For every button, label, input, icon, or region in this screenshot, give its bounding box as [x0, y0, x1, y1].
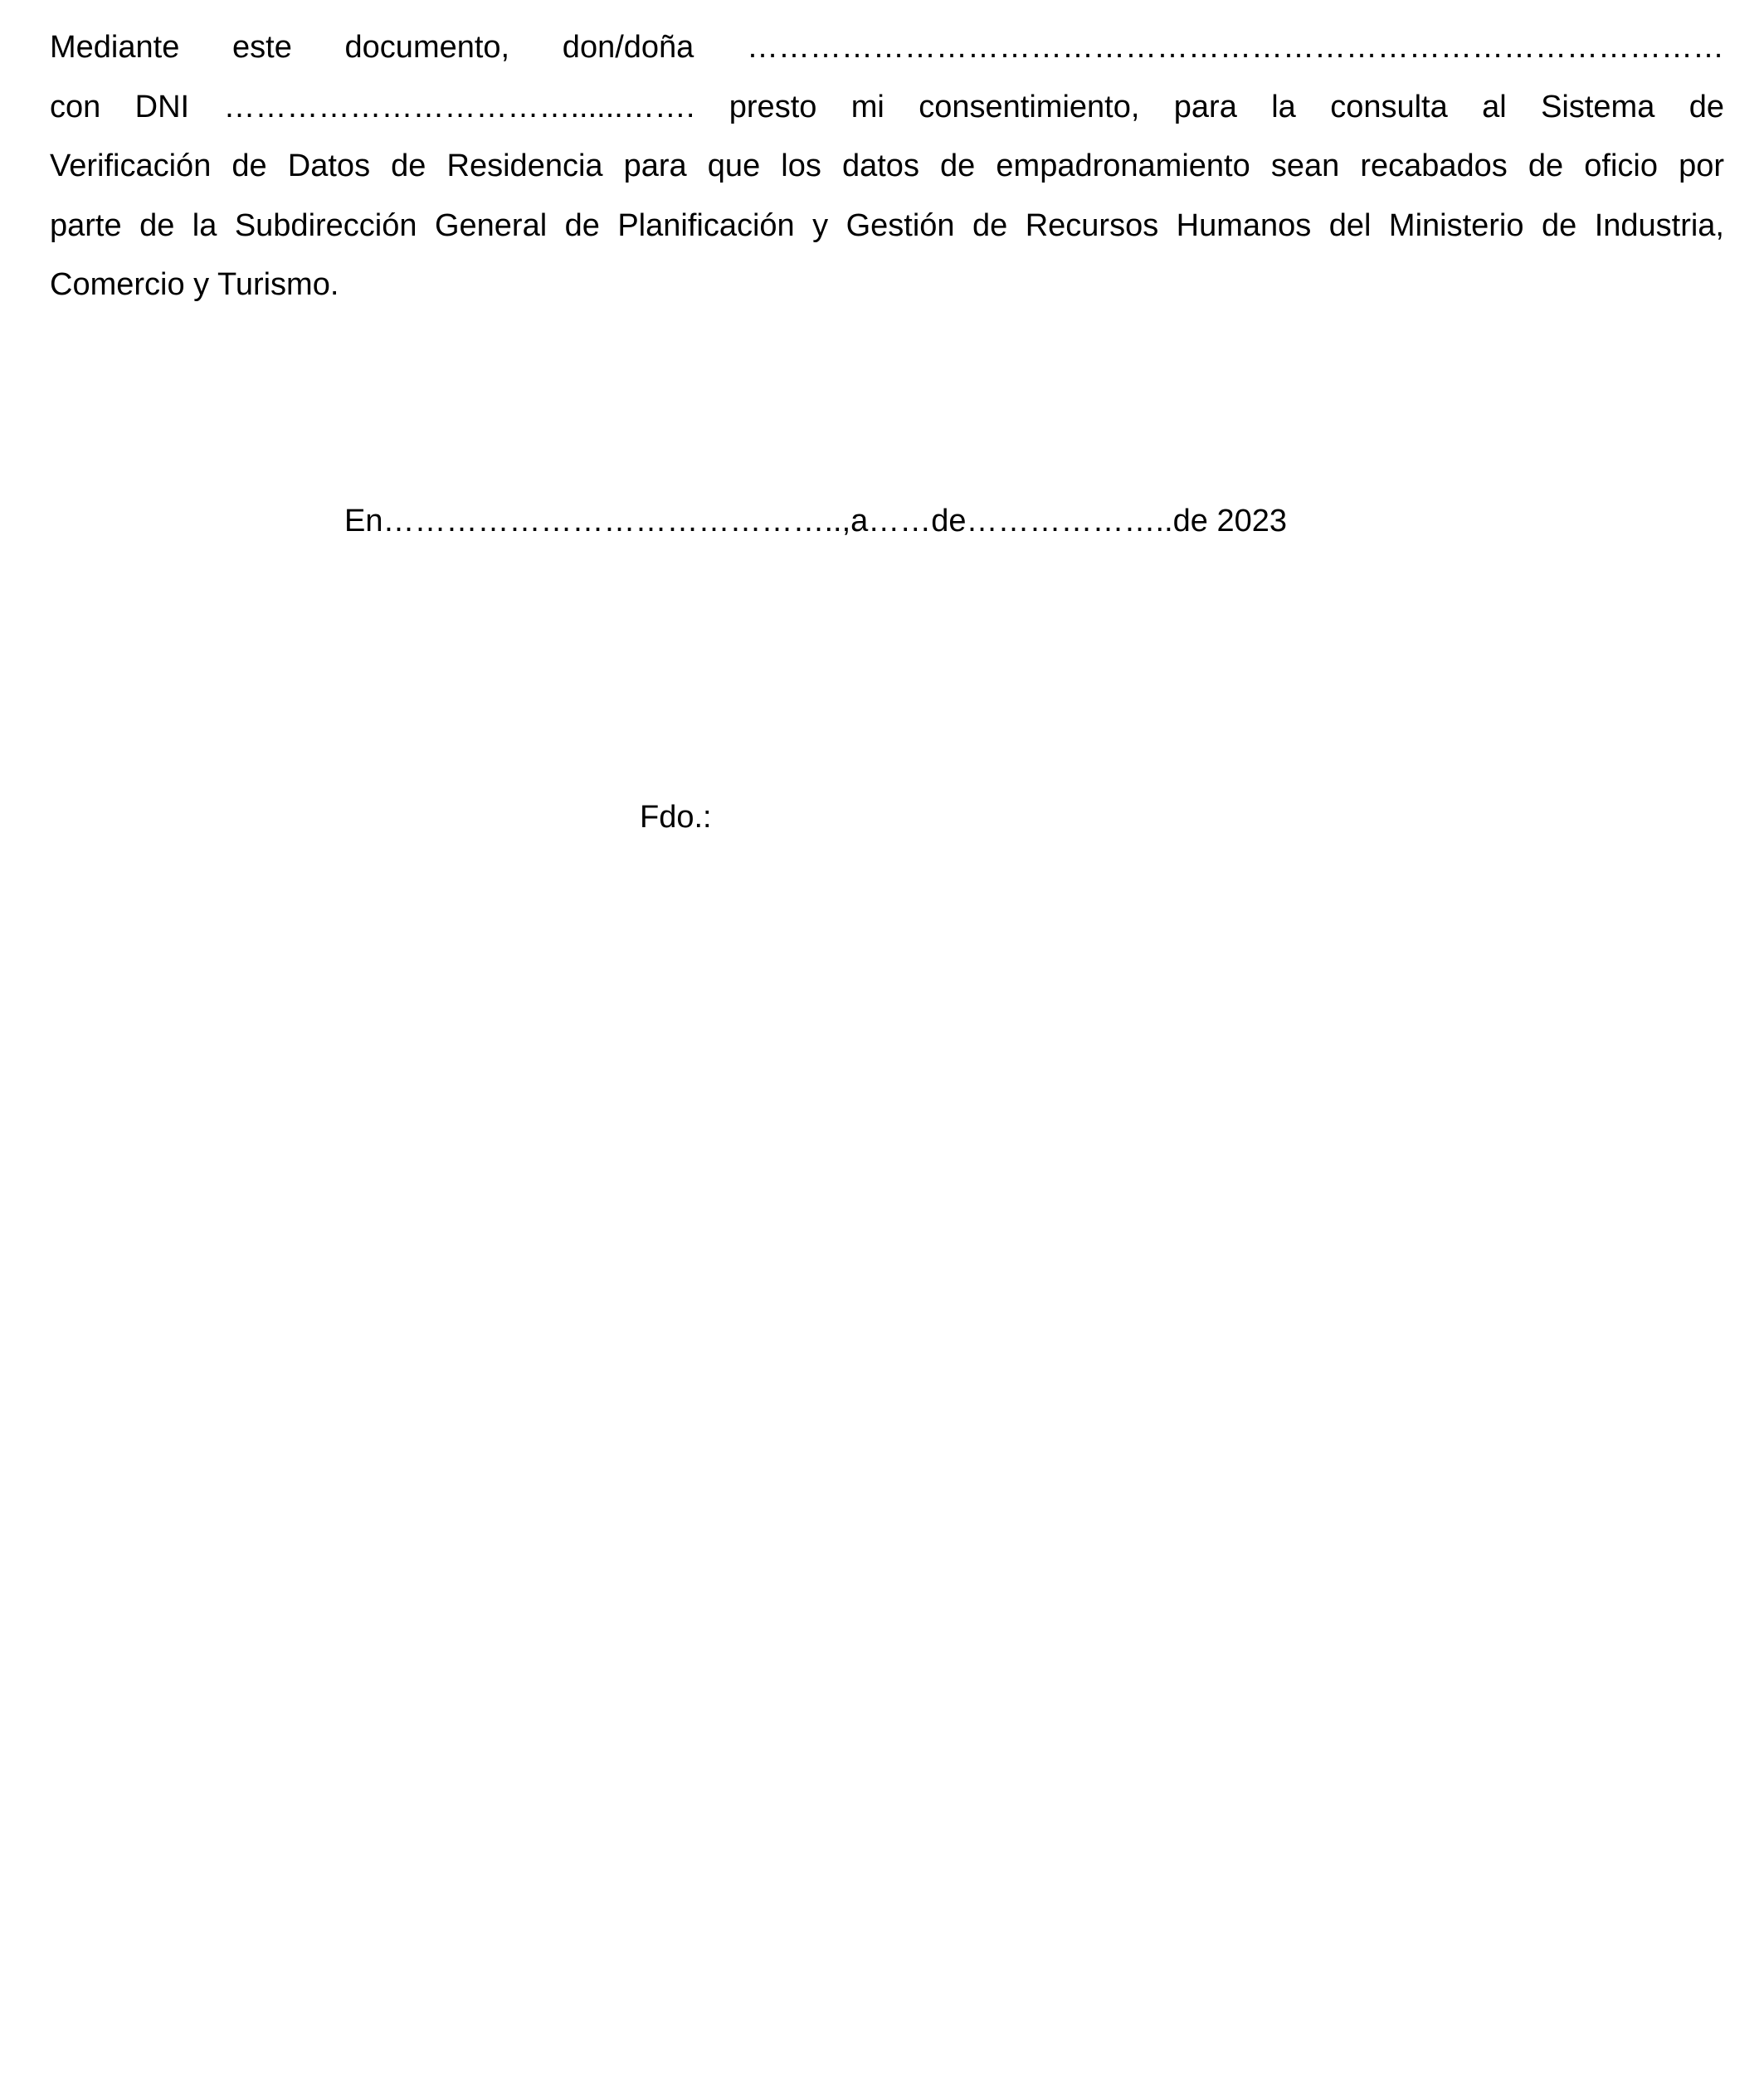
- paragraph-line: Verificación de Datos de Residencia para que los datos de empadronamiento sean recabados de oficio por: [50, 149, 1724, 183]
- paragraph-line: Comercio y Turismo.: [50, 267, 339, 302]
- signature-label: Fdo.:: [640, 800, 712, 835]
- paragraph-line: con DNI ……………………………......……. presto mi consentimiento, para la consulta al Sistema de: [50, 89, 1724, 124]
- paragraph-line: Mediante este documento, don/doña …………………………………………………………………………………: [50, 30, 1724, 65]
- consent-paragraph: [50, 18, 1724, 315]
- paragraph-line: parte de la Subdirección General de Planificación y Gestión de Recursos Humanos del Ministerio de Industria,: [50, 207, 1724, 243]
- date-place-line: En……………………………………..,a……de………………..de 2023: [344, 504, 1288, 538]
